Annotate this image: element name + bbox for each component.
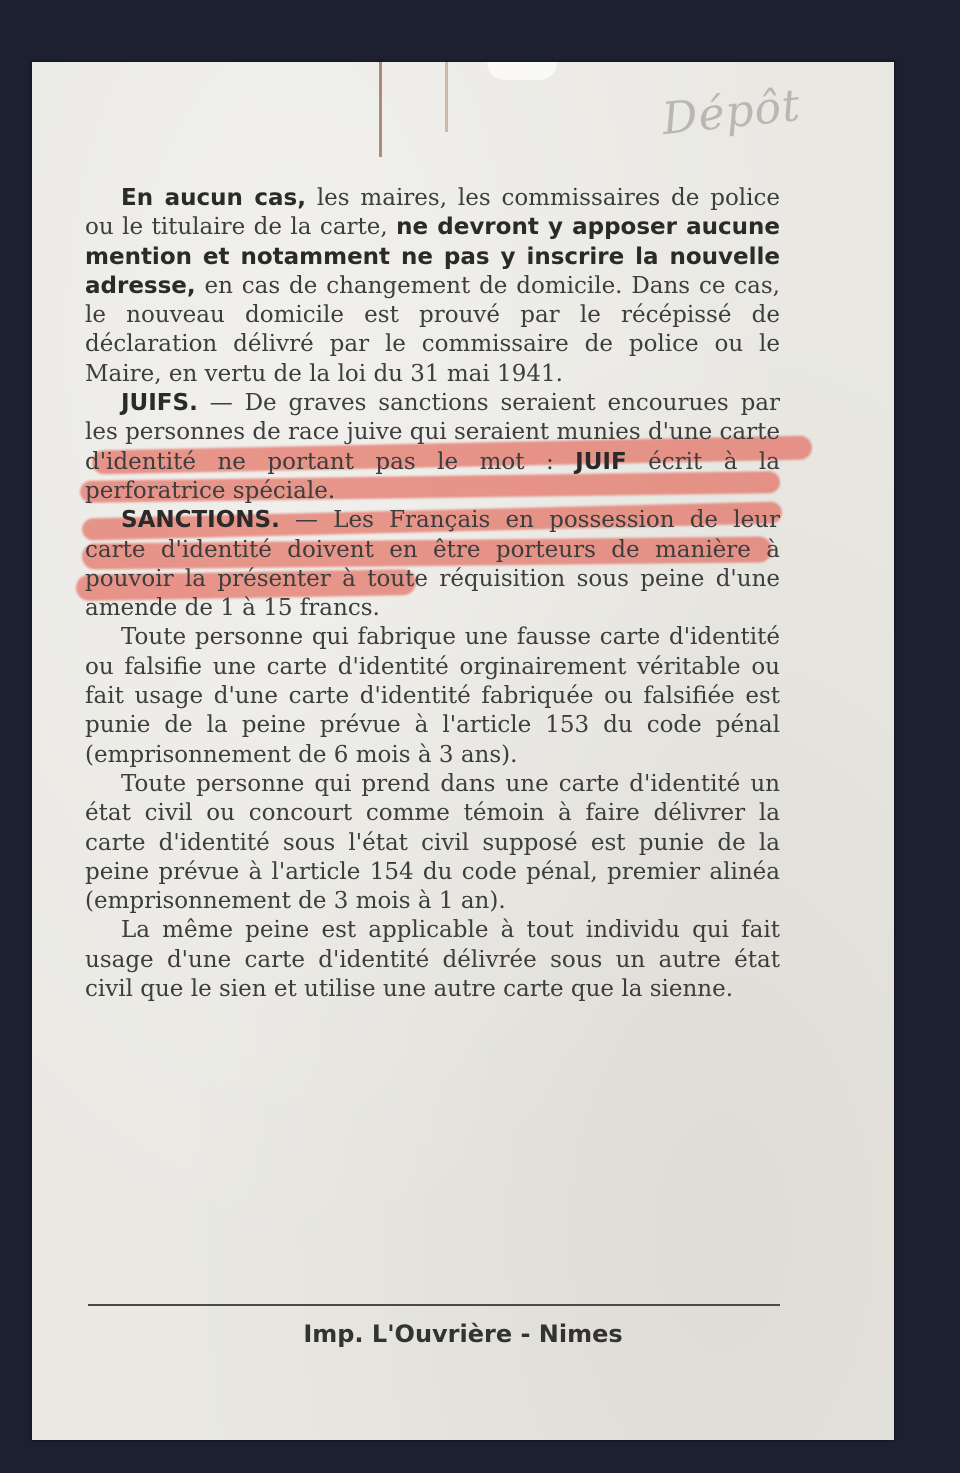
notice-text bbox=[85, 184, 780, 1004]
fold-mark bbox=[445, 62, 448, 132]
staple-hole bbox=[487, 62, 557, 80]
paragraph-etat-civil: Toute personne qui prend dans une carte d'identité un état civil ou concourt comme témoin à faire délivrer la carte d'identité sous l'état civil supposé est punie de la peine prévue à l'article 154 du code pénal, premier alinéa (emprisonnement de 3 mois à 1 an). bbox=[85, 770, 780, 915]
paragraph-fausse-carte: Toute personne qui fabrique une fausse carte d'identité ou falsifie une carte d'identité orginairement véritable ou fait usage d'une carte d'identité fabriquée ou falsifiée est punie de la peine prévue à l'article 153 du code pénal (emprisonnement de 6 mois à 3 ans). bbox=[85, 624, 780, 768]
bold-lead: En aucun cas, bbox=[121, 185, 306, 211]
paragraph-text: écrit à la perforatrice spéciale. bbox=[85, 448, 780, 504]
paragraph-text: en cas de changement de domicile. Dans ce cas, le nouveau domicile est prouvé par le récépissé de déclaration délivré par le commissaire de police ou le Maire, en vertu de la loi du 31 mai 1941. bbox=[85, 272, 780, 387]
pencil-annotation: Dépôt bbox=[659, 79, 803, 146]
bold-lead: JUIFS. bbox=[121, 390, 198, 417]
paragraph-juifs bbox=[85, 389, 780, 506]
fold-mark bbox=[379, 62, 382, 157]
paragraph-text: — De graves sanctions seraient encourues par les personnes de race juive qui seraient munies d'une carte d'identité ne portant pas le mot : bbox=[85, 390, 780, 475]
paragraph-sanctions bbox=[85, 506, 780, 623]
paragraph-meme-peine: La même peine est applicable à tout individu qui fait usage d'une carte d'identité délivrée sous un autre état civil que le sien et utilise une autre carte que la sienne. bbox=[85, 917, 780, 1003]
document-sheet bbox=[32, 62, 894, 1440]
printer-imprint: Imp. L'Ouvrière - Nimes bbox=[303, 1320, 623, 1348]
bold-lead: SANCTIONS. bbox=[121, 507, 280, 534]
bold-phrase: JUIF bbox=[575, 448, 627, 475]
paragraph-mentions bbox=[85, 184, 780, 389]
bold-phrase: ne devront y apposer aucune mention et notamment ne pas y inscrire la nouvelle adresse, bbox=[85, 214, 780, 299]
divider-rule bbox=[88, 1304, 780, 1306]
paragraph-text: — Les Français en possession de leur carte d'identité doivent en être porteurs de manière à pouvoir la présenter à toute réquisition sous peine d'une amende de 1 à 15 francs. bbox=[85, 507, 780, 622]
paragraph-text: les maires, les commissaires de police ou le titulaire de la carte, bbox=[85, 185, 780, 241]
